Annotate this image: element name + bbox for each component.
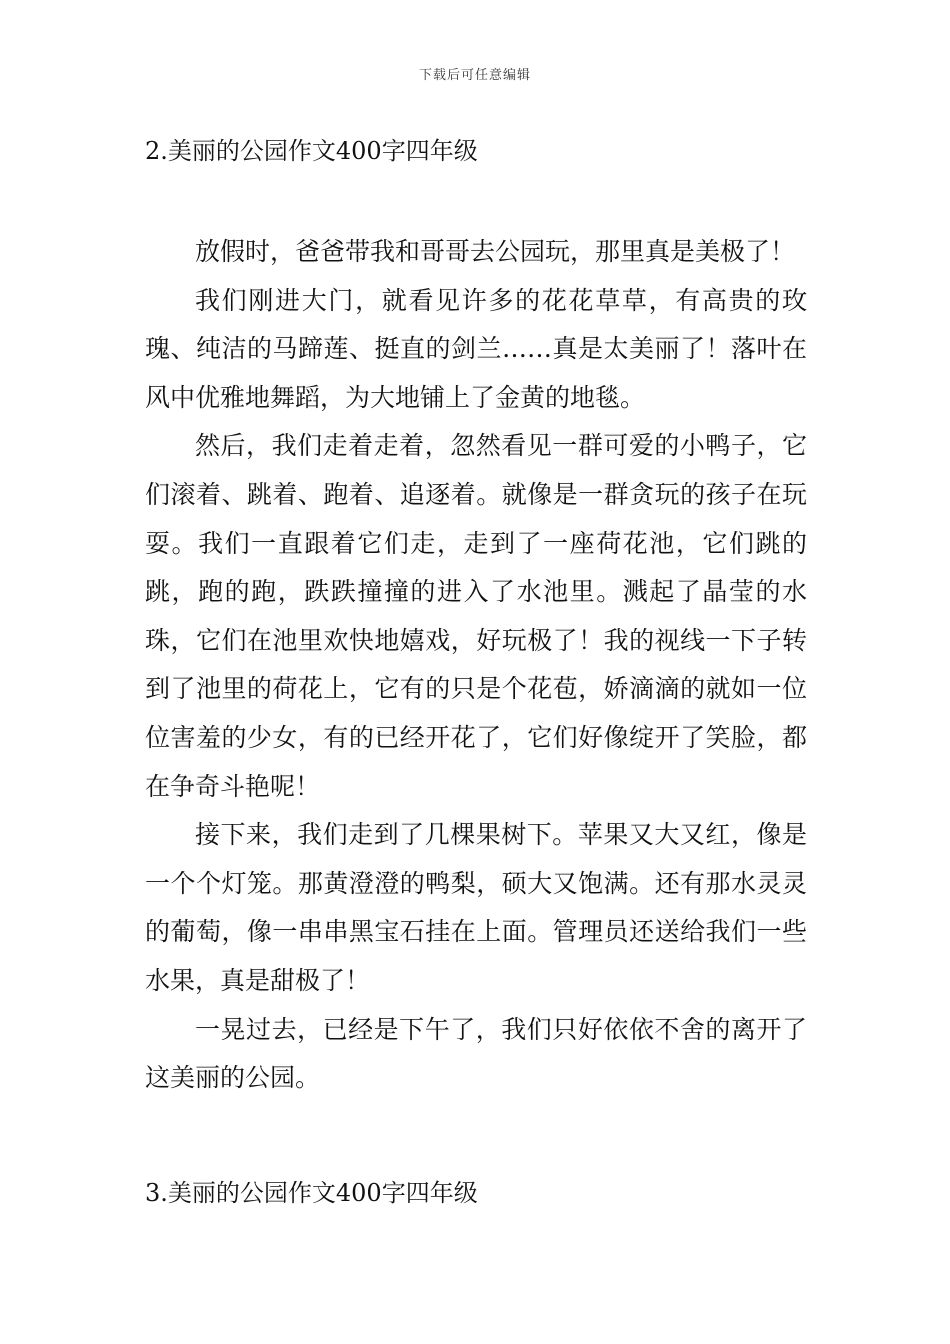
paragraph: 然后，我们走着走着，忽然看见一群可爱的小鸭子，它们滚着、跳着、跑着、追逐着。就像是一群贪玩的孩子在玩耍。我们一直跟着它们走，走到了一座荷花池，它们跳的跳，跑的跑，跌跌撞撞的进入了水池里。溅起了晶莹的水珠，它们在池里欢快地嬉戏，好玩极了！我的视线一下子转到了池里的荷花上，它有的只是个花苞，娇滴滴的就如一位位害羞的少女，有的已经开花了，它们好像绽开了笑脸，都在争奇斗艳呢！ [145, 431, 807, 801]
paragraph: 放假时，爸爸带我和哥哥去公园玩，那里真是美极了！ [195, 237, 796, 266]
section-title: 2.美丽的公园作文400字四年级 [145, 137, 478, 165]
article-body [145, 228, 807, 1103]
paragraph: 我们刚进大门，就看见许多的花花草草，有高贵的玫瑰、纯洁的马蹄莲、挺直的剑兰……真是太美丽了！落叶在风中优雅地舞蹈，为大地铺上了金黄的地毯。 [145, 285, 807, 412]
section-title: 3.美丽的公园作文400字四年级 [145, 1179, 478, 1207]
paragraph: 接下来，我们走到了几棵果树下。苹果又大又红，像是一个个灯笼。那黄澄澄的鸭梨，硕大又饱满。还有那水灵灵的葡萄，像一串串黑宝石挂在上面。管理员还送给我们一些水果，真是甜极了！ [145, 820, 807, 995]
paragraph: 一晃过去，已经是下午了，我们只好依依不舍的离开了这美丽的公园。 [145, 1014, 807, 1093]
header-note: 下载后可任意编辑 [418, 68, 531, 83]
